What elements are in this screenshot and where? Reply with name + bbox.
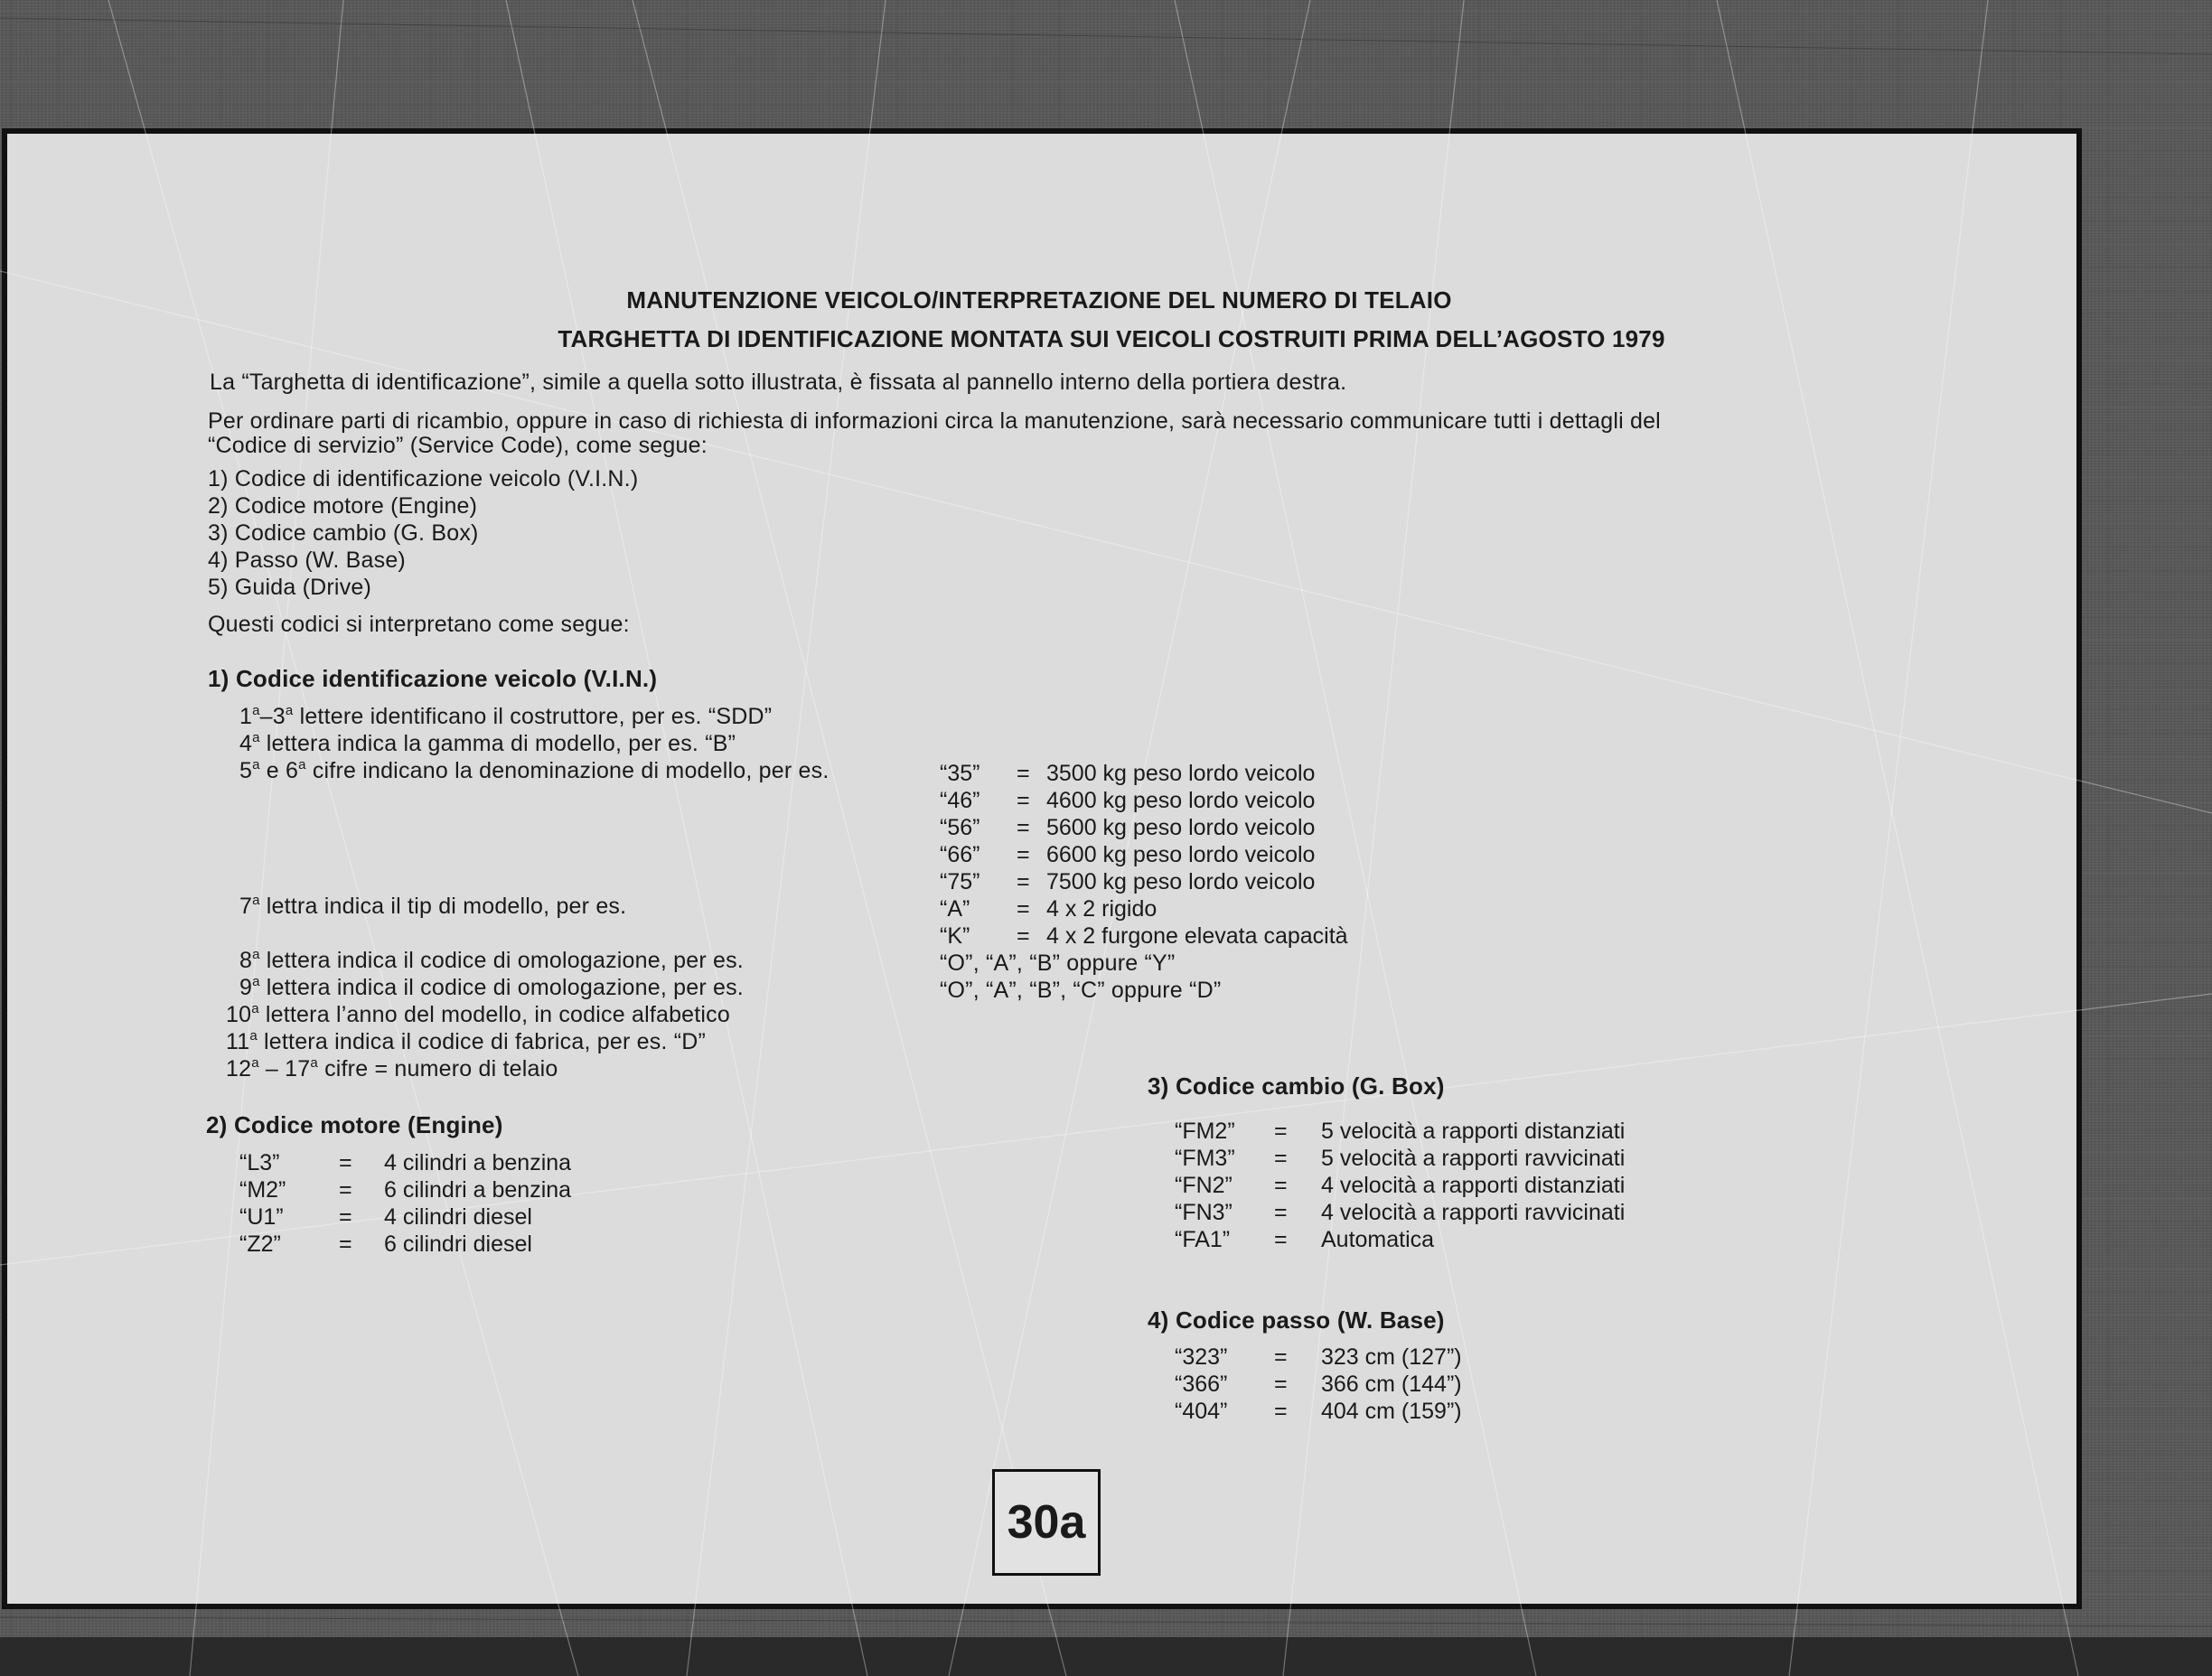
vin-heading: 1) Codice identificazione veicolo (V.I.N.) <box>208 665 658 692</box>
intro-paragraph-1: La “Targhetta di identificazione”, simile a quella sotto illustrata, è fissata al pannello interno della portiera destra. <box>210 370 1347 395</box>
intro-paragraph-2a: Per ordinare parti di ricambio, oppure in caso di richiesta di informazioni circa la manutenzione, sarà necessario communicare tutti i dettagli del <box>208 408 1661 434</box>
vin-row-5-value: “O”, “A”, “B” oppure “Y” <box>940 950 1176 976</box>
vin-row-6-value: “O”, “A”, “B”, “C” oppure “D” <box>940 978 1222 1003</box>
gearbox-heading: 3) Codice cambio (G. Box) <box>1148 1072 1445 1100</box>
service-code-list-item: 3) Codice cambio (G. Box) <box>208 520 479 546</box>
service-code-list-item: 4) Passo (W. Base) <box>208 548 406 573</box>
page-number: 30a <box>992 1469 1101 1576</box>
vin-row-4: 7$^a$ lettra indica il tip di modello, per es. <box>239 893 627 919</box>
document-sheet <box>7 134 2076 1604</box>
intro-paragraph-2b: “Codice di servizio” (Service Code), come segue: <box>208 433 708 458</box>
vin-row-2: 4$^a$ lettera indica la gamma di modello, per es. “B” <box>239 730 736 756</box>
vin-row-5: 8$^a$ lettera indica il codice di omologazione, per es. <box>239 947 744 973</box>
vin-row-3: 5$^a$ e 6$^a$ cifre indicano la denominazione di modello, per es. <box>239 757 830 783</box>
title-line-2: TARGHETTA DI IDENTIFICAZIONE MONTATA SUI VEICOLI COSTRUITI PRIMA DELL’AGOSTO 1979 <box>558 325 1665 352</box>
wheelbase-heading: 4) Codice passo (W. Base) <box>1148 1306 1445 1334</box>
vin-row-8: 11$^a$ lettera indica il codice di fabrica, per es. “D” <box>226 1028 707 1054</box>
service-code-list-item: 5) Guida (Drive) <box>208 575 372 600</box>
title-line-1: MANUTENZIONE VEICOLO/INTERPRETAZIONE DEL NUMERO DI TELAIO <box>626 286 1452 314</box>
intro-paragraph-3: Questi codici si interpretano come segue: <box>208 612 630 637</box>
vin-row-9: 12$^a$ – 17$^a$ cifre = numero di telaio <box>226 1055 558 1081</box>
vin-row-7: 10$^a$ lettera l’anno del modello, in codice alfabetico <box>226 1001 730 1027</box>
vin-row-1: 1$^a$–3$^a$ lettere identificano il costruttore, per es. “SDD” <box>239 703 773 729</box>
vin-row-6: 9$^a$ lettera indica il codice di omologazione, per es. <box>239 974 744 1000</box>
engine-heading: 2) Codice motore (Engine) <box>206 1111 503 1138</box>
service-code-list-item: 2) Codice motore (Engine) <box>208 493 478 519</box>
service-code-list-item: 1) Codice di identificazione veicolo (V.I.N.) <box>208 466 639 492</box>
bottom-edge <box>0 1637 2212 1676</box>
